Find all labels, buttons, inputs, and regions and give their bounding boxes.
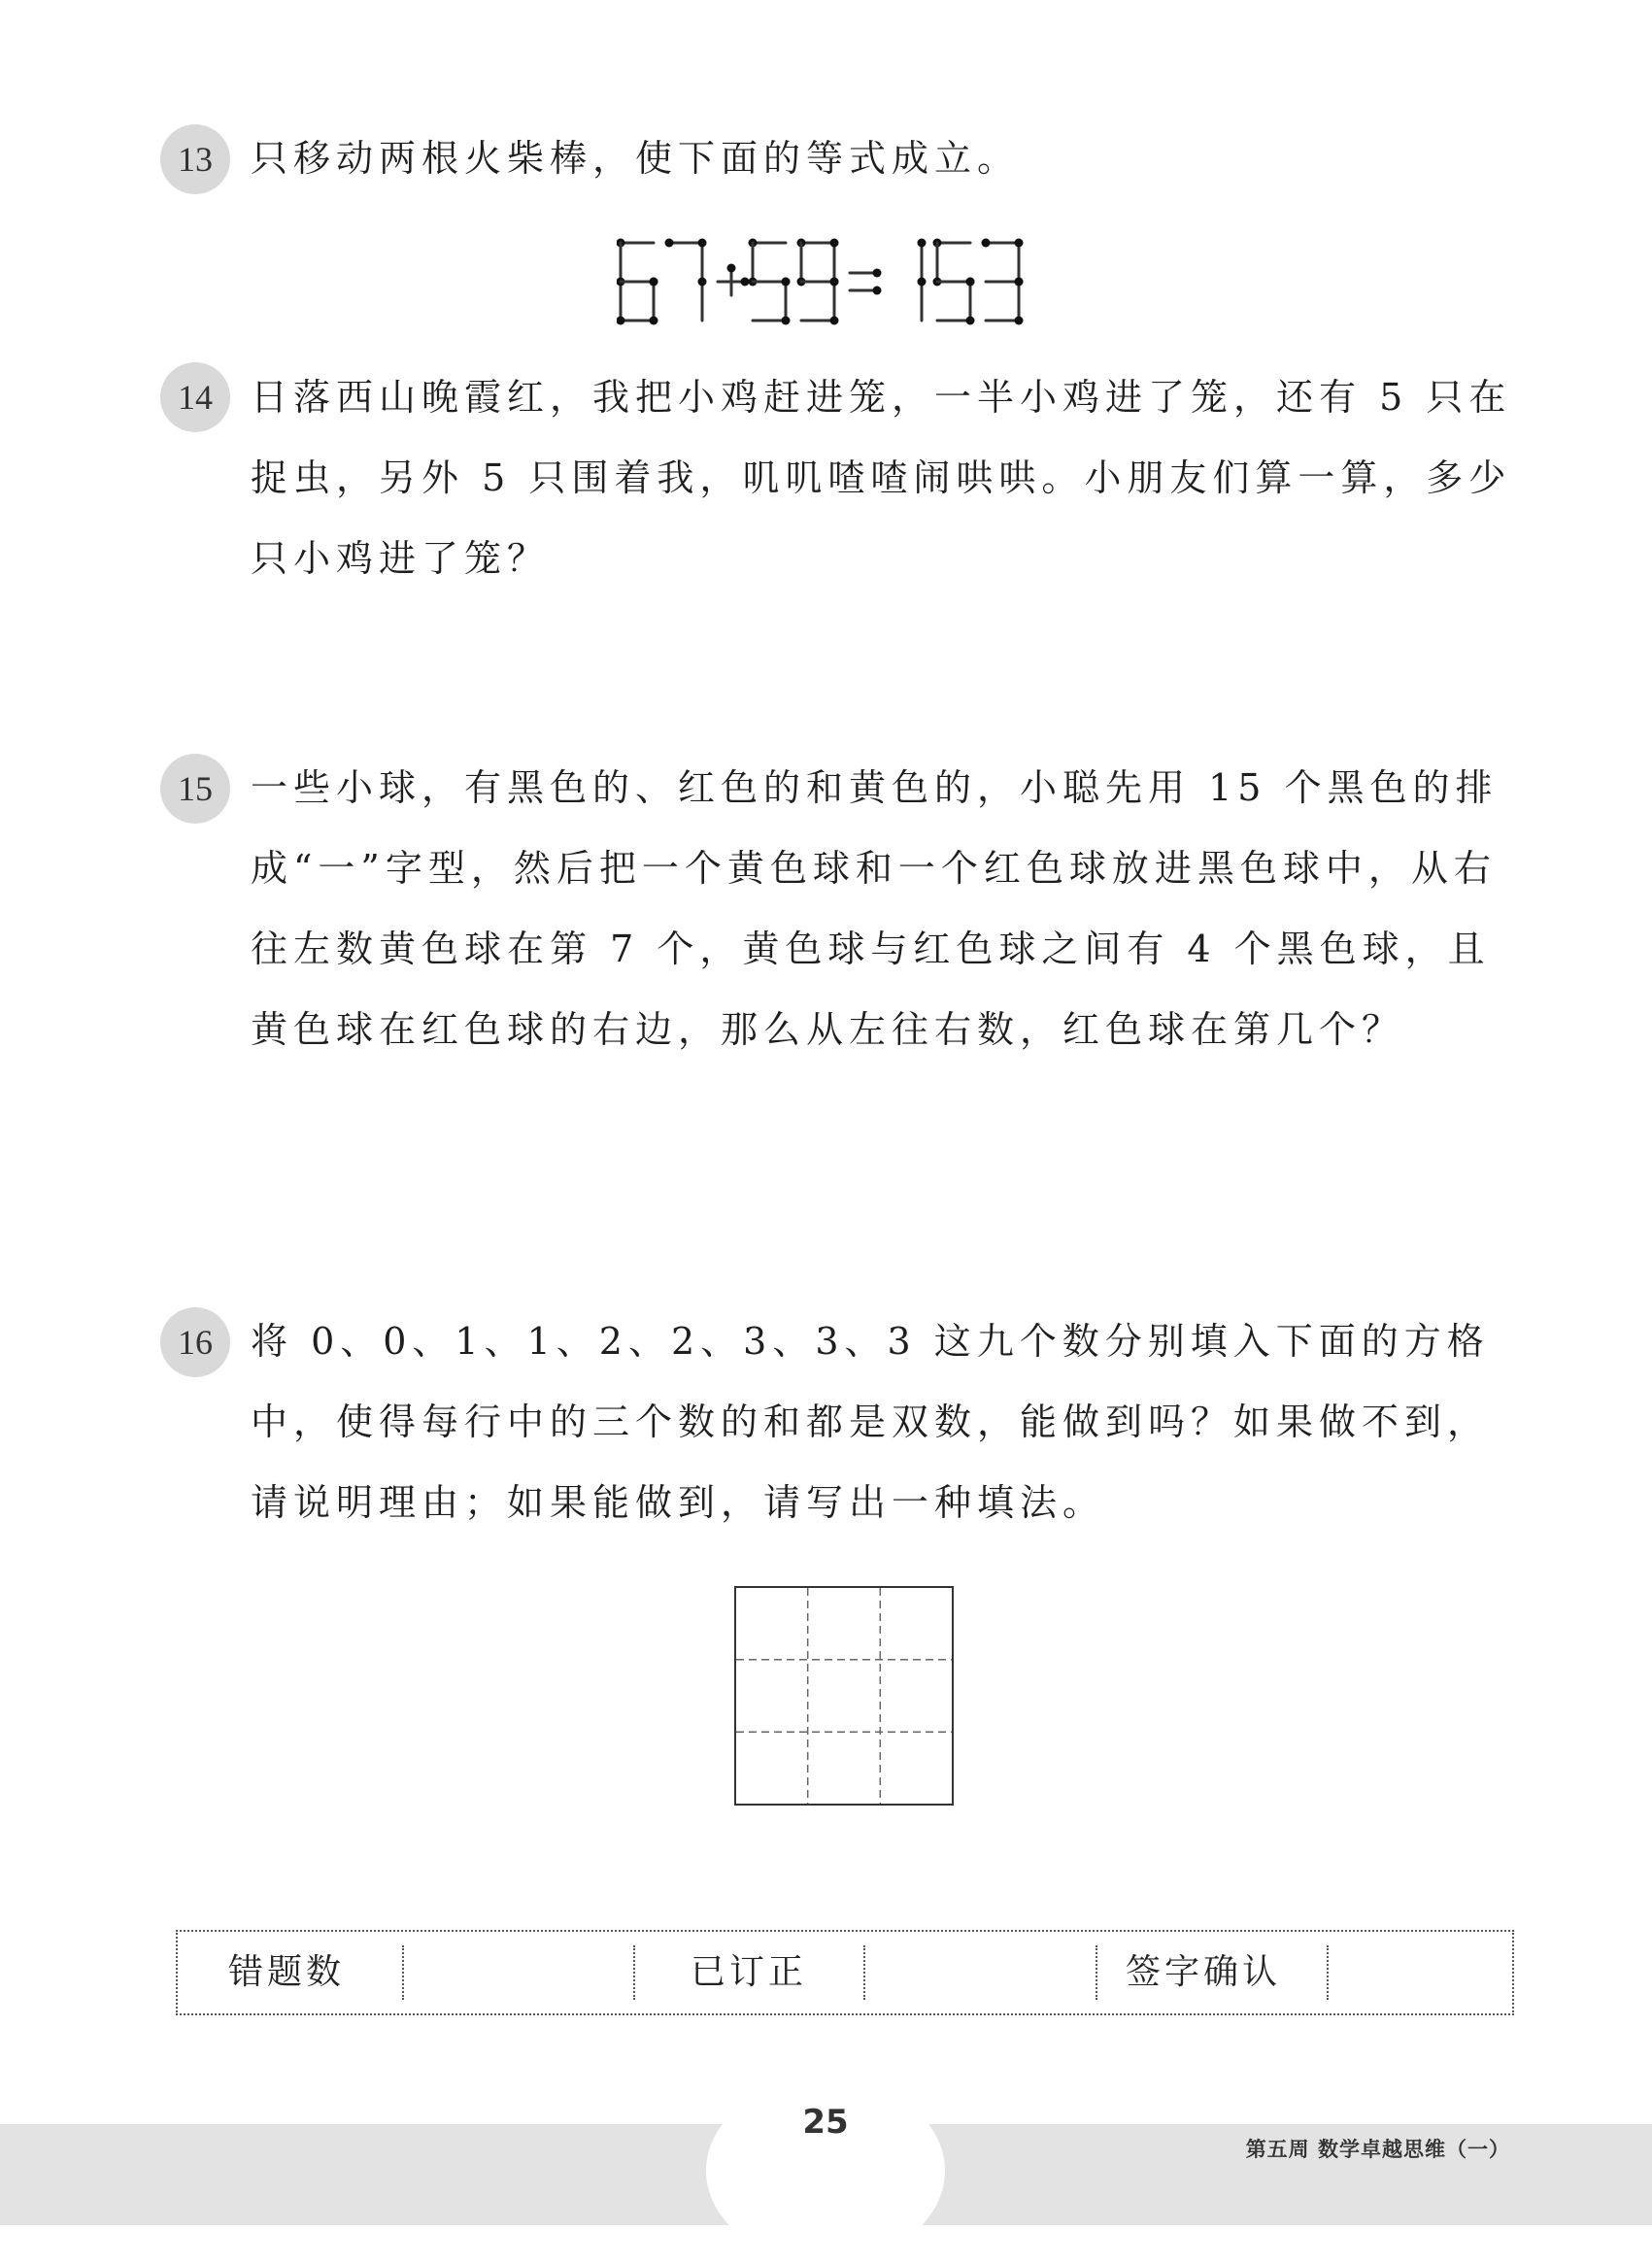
matchstick-head bbox=[698, 239, 707, 248]
divider bbox=[633, 1945, 635, 2000]
question-number-15: 15 bbox=[160, 754, 230, 824]
matchstick-head bbox=[698, 278, 707, 287]
matchstick-head bbox=[966, 278, 975, 287]
matchstick-head bbox=[1015, 239, 1024, 248]
page-number: 25 bbox=[802, 2103, 849, 2142]
matchstick-head bbox=[782, 317, 791, 325]
matchstick-head bbox=[727, 264, 736, 273]
matchstick-head bbox=[966, 317, 975, 325]
matchstick-head bbox=[741, 278, 750, 287]
matchstick-head bbox=[982, 239, 991, 248]
question-text-16: 将 0、0、1、1、2、2、3、3、3 这九个数分别填入下面的方格中，使得每行中的三个数的和都是双数，能做到吗？如果做不到，请说明理由；如果能做到，请写出一种填法。 bbox=[251, 1320, 1491, 1524]
matchstick-head bbox=[918, 278, 927, 287]
signature-label: 签字确认 bbox=[1126, 1952, 1282, 1992]
matchstick-head bbox=[1015, 278, 1024, 287]
matchstick-head bbox=[650, 317, 658, 325]
matchstick-head bbox=[873, 287, 882, 295]
matchstick-head bbox=[830, 239, 839, 248]
divider bbox=[402, 1945, 404, 2000]
signature-field[interactable] bbox=[1330, 1932, 1510, 2013]
question-number-13: 13 bbox=[160, 124, 230, 194]
wrong-count-label: 错题数 bbox=[228, 1952, 346, 1992]
running-head: 第五周 数学卓越思维（一） bbox=[1245, 2138, 1510, 2161]
matchstick-head bbox=[1015, 317, 1024, 325]
answer-grid[interactable] bbox=[734, 1586, 954, 1806]
wrong-count-field[interactable] bbox=[405, 1932, 614, 2013]
question-text-13: 只移动两根火柴棒，使下面的等式成立。 bbox=[251, 137, 1021, 180]
matchstick-head bbox=[665, 239, 674, 248]
corrected-field[interactable] bbox=[866, 1932, 1080, 2013]
question-text-14: 日落西山晚霞红，我把小鸡赶进笼，一半小鸡进了笼，还有 5 只在捉虫，另外 5 只围着我，叽叽喳喳闹哄哄。小朋友们算一算，多少只小鸡进了笼？ bbox=[251, 376, 1512, 580]
matchstick-head bbox=[830, 278, 839, 287]
matchstick-head bbox=[617, 317, 625, 325]
matchstick-head bbox=[830, 317, 839, 325]
matchstick-equation bbox=[617, 233, 1073, 330]
question-number-14: 14 bbox=[160, 362, 230, 432]
divider bbox=[1096, 1945, 1097, 2000]
question-number-16: 16 bbox=[160, 1307, 230, 1377]
matchstick-head bbox=[782, 278, 791, 287]
matchstick-head bbox=[873, 269, 882, 278]
divider bbox=[1327, 1945, 1329, 2000]
matchstick-head bbox=[918, 239, 927, 248]
divider bbox=[863, 1945, 865, 2000]
corrected-label: 已订正 bbox=[691, 1952, 808, 1992]
matchstick-head bbox=[650, 278, 658, 287]
record-box bbox=[176, 1930, 1514, 2015]
question-text-15: 一些小球，有黑色的、红色的和黄色的，小聪先用 15 个黑色的排成“一”字型，然后把一个黄色球和一个红色球放进黑色球中，从右往左数黄色球在第 7 个，黄色球与红色球之间有 4 个黑色球，且黄色球在红色球的右边，那么从左往右数，红色球在第几个？ bbox=[251, 766, 1499, 1051]
